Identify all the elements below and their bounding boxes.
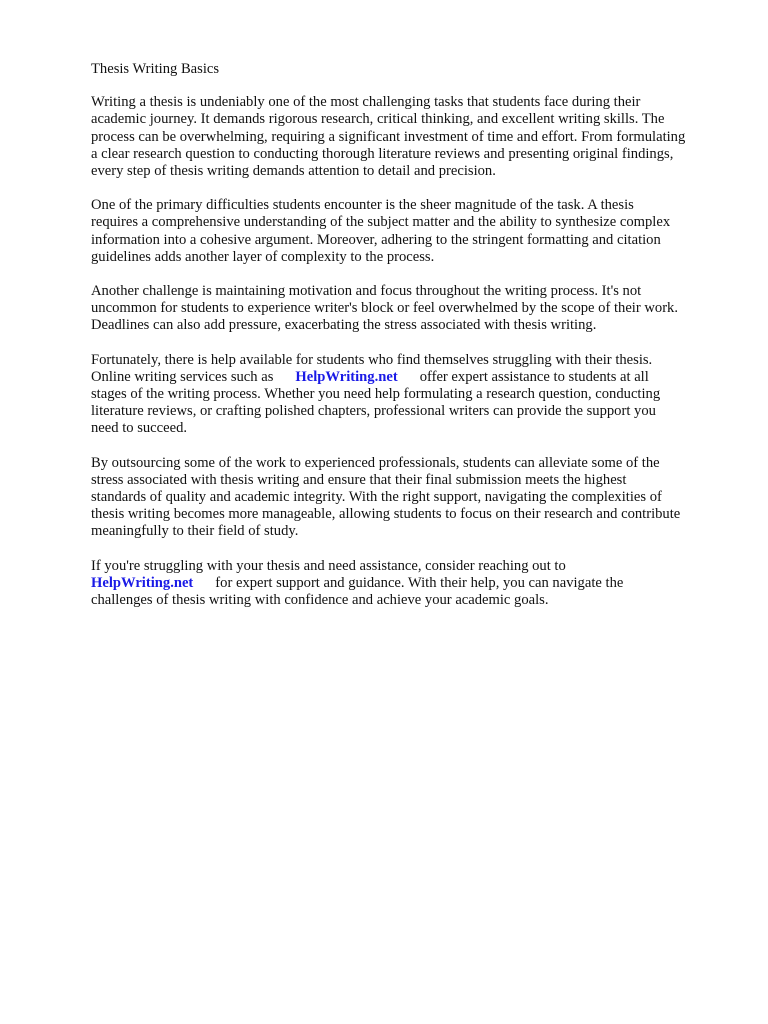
text-line: By outsourcing some of the work to experienced professionals, students can alleviate some of the bbox=[91, 454, 660, 471]
text-line: stages of the writing process. Whether you need help formulating a research question, conducting bbox=[91, 386, 661, 403]
text-line: process can be overwhelming, requiring a significant investment of time and effort. From formulating bbox=[91, 128, 686, 145]
text-line: literature reviews, or crafting polished chapters, professional writers can provide the support you bbox=[91, 403, 656, 420]
paragraph-3 bbox=[91, 283, 731, 335]
text-line: need to succeed. bbox=[91, 420, 188, 437]
text-segment: Online writing services such as bbox=[91, 368, 274, 385]
text-line: requires a comprehensive understanding of the subject matter and the ability to synthesize complex bbox=[91, 214, 671, 231]
text-line: meaningfully to their field of study. bbox=[91, 523, 299, 540]
text-line: One of the primary difficulties students encounter is the sheer magnitude of the task. A thesis bbox=[91, 197, 634, 214]
text-line: a clear research question to conducting thorough literature reviews and presenting original findings, bbox=[91, 145, 674, 162]
paragraph-5 bbox=[91, 455, 731, 541]
text-line: uncommon for students to experience writer's block or feel overwhelmed by the scope of their work. bbox=[91, 300, 679, 317]
text-line: Deadlines can also add pressure, exacerbating the stress associated with thesis writing. bbox=[91, 317, 597, 334]
helpwriting-link[interactable]: HelpWriting.net bbox=[295, 368, 398, 385]
paragraph-4 bbox=[91, 352, 731, 438]
text-line: If you're struggling with your thesis and need assistance, consider reaching out to bbox=[91, 557, 566, 574]
paragraph-1 bbox=[91, 94, 731, 180]
text-line: challenges of thesis writing with confidence and achieve your academic goals. bbox=[91, 592, 549, 609]
helpwriting-link[interactable]: HelpWriting.net bbox=[91, 574, 194, 591]
document-body bbox=[91, 61, 731, 626]
text-line: Writing a thesis is undeniably one of the most challenging tasks that students face during their bbox=[91, 94, 641, 111]
text-segment: offer expert assistance to students at all bbox=[419, 368, 649, 385]
text-line: every step of thesis writing demands attention to detail and precision. bbox=[91, 163, 496, 180]
text-line-with-link bbox=[91, 575, 731, 592]
text-line: Fortunately, there is help available for students who find themselves struggling with their thesis. bbox=[91, 351, 653, 368]
paragraph-6 bbox=[91, 558, 731, 610]
text-line: academic journey. It demands rigorous research, critical thinking, and excellent writing skills. The bbox=[91, 111, 665, 128]
paragraph-2 bbox=[91, 197, 731, 266]
text-line-with-link bbox=[91, 369, 731, 386]
text-line: thesis writing becomes more manageable, allowing students to focus on their research and contribute bbox=[91, 506, 681, 523]
document-title: Thesis Writing Basics bbox=[91, 61, 220, 77]
text-line: Another challenge is maintaining motivation and focus throughout the writing process. It's not bbox=[91, 283, 642, 300]
text-line: stress associated with thesis writing and ensure that their final submission meets the highest bbox=[91, 471, 627, 488]
text-line: standards of quality and academic integrity. With the right support, navigating the complexities of bbox=[91, 489, 662, 506]
text-segment: for expert support and guidance. With their help, you can navigate the bbox=[215, 574, 624, 591]
text-line: guidelines adds another layer of complexity to the process. bbox=[91, 248, 435, 265]
text-line: information into a cohesive argument. Moreover, adhering to the stringent formatting and citation bbox=[91, 231, 661, 248]
